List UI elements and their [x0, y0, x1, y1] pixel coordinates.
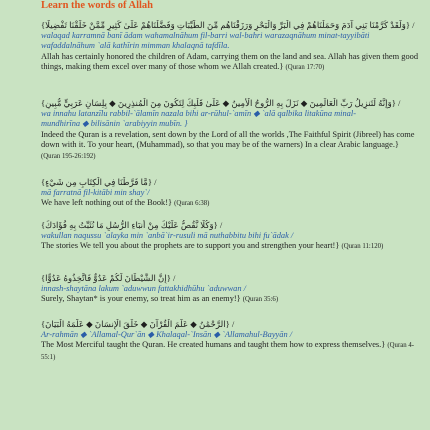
- transliteration-line: wakullan naqussu `alayka min `anbā`ir-rusuli mā nuthabbitu bihi fu`ādak /: [41, 230, 294, 240]
- arabic-text: {مَّا فَرَّطْنَا فِي الْكِتَابِ مِن شَيْءٍ} /: [41, 177, 157, 187]
- arabic-text: {وَلَقَدْ كَرَّمْنَا بَنِي آدَمَ وَحَمَلْنَاهُمْ فِي الْبَرِّ وَالْبَحْرِ وَرَزَقْنَاهُم مِّنَ الطَّيِّبَاتِ وَفَضَّلْنَاهُمْ عَلَىٰ كَثِيرٍ مِّمَّنْ خَلَقْنَا تَفْضِيلًا} /: [41, 20, 415, 30]
- quran-reference: (Quran 195-26:192): [41, 152, 96, 160]
- verse-block: [41, 319, 419, 363]
- translation-text: The stories We tell you about the prophets are to support you and strengthen your heart!}: [41, 241, 340, 251]
- verse-block: [41, 220, 419, 253]
- transliteration-line: Ar-rahmān ◆ `Allamal-Qur`ān ◆ Khalaqal-`Insān ◆ `Allamahul-Bayyān /: [41, 329, 293, 339]
- arabic-text: {وَكُلًّا نَّقُصُّ عَلَيْكَ مِنْ أَنبَاءِ الرُّسُلِ مَا نُثَبِّتُ بِهِ فُؤَادَكَ} /: [41, 220, 223, 230]
- translation-text: Surely, Shaytan* is your enemy, so treat him as an enemy!}: [41, 294, 241, 304]
- arabic-text: {إِنَّ الشَّيْطَانَ لَكُمْ عَدُوٌّ فَاتَّخِذُوهُ عَدُوًّا} /: [41, 273, 176, 283]
- english-translation: [41, 340, 419, 363]
- transliteration-line: mundhirīna ◆ bilisānin `arabiyyin mubīn. }: [41, 119, 188, 129]
- translation-text: Indeed the Quran is a revelation, sent down by the Lord of all the worlds ,The Faithful Spirit (Jibreel) has come down with it. To your heart, (Muhammad), so that you may be of the warners) In a clear Arabic language.}: [41, 129, 415, 150]
- quran-reference: (Quran 17:70): [285, 64, 325, 72]
- quran-reference: (Quran 6:38): [174, 200, 210, 208]
- transliteration-line: wafaddalnāhum `alā kathīrin mimman khalaqnā tafdīla.: [41, 41, 230, 51]
- quran-reference: (Quran 11:120): [341, 243, 384, 251]
- verse-block: [41, 20, 419, 74]
- english-translation: [41, 52, 419, 74]
- english-translation: [41, 294, 419, 306]
- english-translation: [41, 130, 419, 163]
- translation-text: The Most Merciful taught the Quran. He created humans and taught them how to express themselves.}: [41, 340, 386, 350]
- arabic-text: {وَإِنَّهُ لَتَنزِيلُ رَبِّ الْعَالَمِينَ ◆ نَزَلَ بِهِ الرُّوحُ الْأَمِينُ ◆ عَلَىٰ قَلْبِكَ لِتَكُونَ مِنَ الْمُنذِرِينَ ◆ بِلِسَانٍ عَرَبِيٍّ مُّبِينٍ} /: [41, 98, 401, 108]
- transliteration-line: innash-shaytāna lakum `aduwwun fattakhidhūhu `aduwwan /: [41, 283, 246, 293]
- verse-block: [41, 273, 419, 306]
- verse-block: [41, 177, 419, 210]
- translation-text: Allah has certainly honored the children of Adam, carrying them on the land and sea. Allah has given them good things, making them excel over many of those whom we Allah created.}: [41, 51, 419, 72]
- transliteration-line: walaqad karramnā banī ādam wahamalnāhum fil-barri wal-bahri warazaqnāhum minat-tayyibāti: [41, 30, 370, 40]
- english-translation: [41, 241, 419, 253]
- transliteration-line: mā farratnā fil-kitābi min shay`/: [41, 187, 150, 197]
- transliteration-line: wa innahu latanzīlu rabbil-`ālamīn nazala bihi ar-rūhul-`amīn ◆ `alā qalbika litakūna minal-: [41, 108, 356, 118]
- quran-reference: (Quran 35:6): [242, 296, 279, 304]
- arabic-text: {الرَّحْمَٰنُ ◆ عَلَّمَ الْقُرْآنَ ◆ خَلَقَ الْإِنسَانَ ◆ عَلَّمَهُ الْبَيَانَ} /: [41, 319, 235, 329]
- translation-text: We have left nothing out of the Book!}: [41, 198, 173, 208]
- page-title: Learn the words of Allah: [41, 0, 154, 11]
- english-translation: [41, 198, 419, 210]
- verse-block: [41, 98, 419, 163]
- quran-reference: (Quran 4-55:1): [41, 342, 414, 361]
